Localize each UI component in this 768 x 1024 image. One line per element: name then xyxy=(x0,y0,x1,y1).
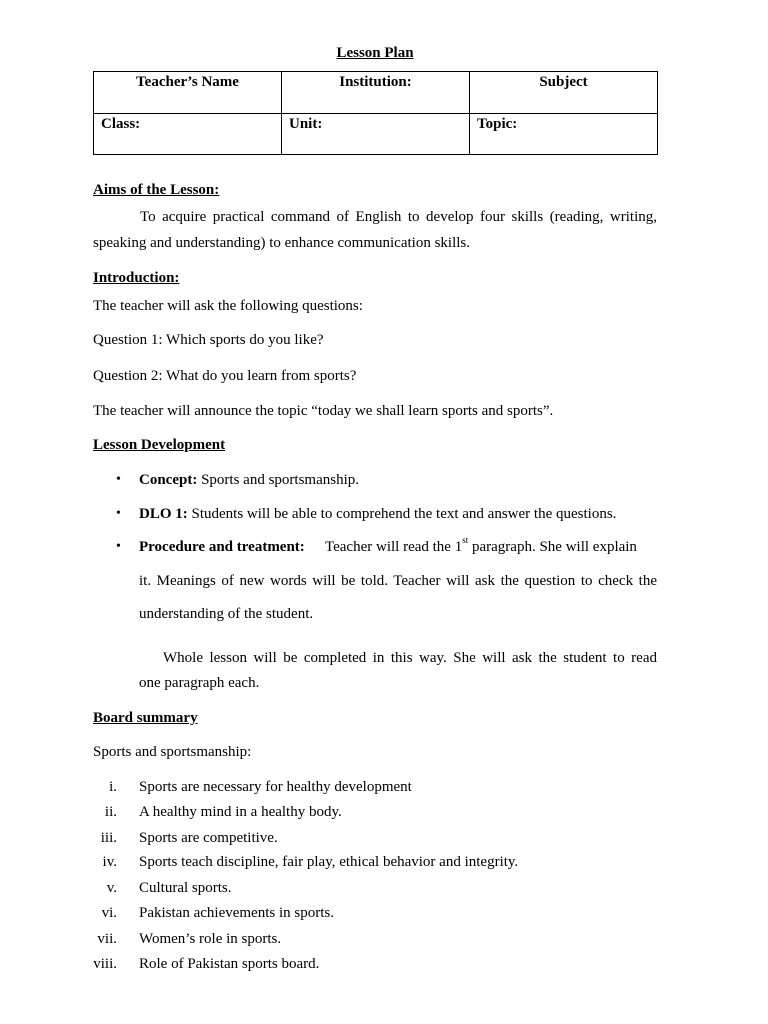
class-cell: Class: xyxy=(94,114,282,155)
list-number: i. xyxy=(109,779,117,795)
aims-line-1: To acquire practical command of English to develop four skills (reading, writing, xyxy=(140,209,657,225)
list-number: viii. xyxy=(93,956,117,972)
aims-line-2: speaking and understanding) to enhance communication skills. xyxy=(93,235,470,251)
unit-cell: Unit: xyxy=(282,114,470,155)
procedure-line-3: understanding of the student. xyxy=(139,606,314,622)
aims-heading: Aims of the Lesson: xyxy=(93,182,220,198)
introduction-heading: Introduction: xyxy=(93,270,180,286)
list-item: Role of Pakistan sports board. xyxy=(139,956,320,972)
concept-label: Concept: xyxy=(139,472,198,488)
teacher-name-cell: Teacher’s Name xyxy=(94,72,282,114)
procedure-line-2: it. Meanings of new words will be told. Teacher will ask the question to check the xyxy=(139,573,657,589)
question-1: Question 1: Which sports do you like? xyxy=(93,332,324,348)
dlo-text: Students will be able to comprehend the text and answer the questions. xyxy=(187,506,617,522)
whole-lesson-line-2: one paragraph each. xyxy=(139,675,260,691)
procedure-text-pre: Teacher will read the 1 xyxy=(325,539,463,555)
intro-line: The teacher will ask the following questions: xyxy=(93,298,363,314)
subject-cell: Subject xyxy=(470,72,658,114)
list-number: iv. xyxy=(102,854,117,870)
header-table-row xyxy=(94,114,658,155)
list-number: vii. xyxy=(97,931,117,947)
bullet-icon: • xyxy=(116,539,121,554)
list-number: v. xyxy=(106,880,117,896)
list-item: A healthy mind in a healthy body. xyxy=(139,804,342,820)
topic-cell: Topic: xyxy=(470,114,658,155)
ordinal-suffix: st xyxy=(462,535,469,545)
bullet-icon: • xyxy=(116,472,121,487)
procedure-text xyxy=(325,535,637,556)
procedure-text-post: paragraph. She will explain xyxy=(468,539,637,555)
board-summary-intro: Sports and sportsmanship: xyxy=(93,744,252,760)
board-summary-heading: Board summary xyxy=(93,710,198,726)
question-2: Question 2: What do you learn from sports? xyxy=(93,368,357,384)
lesson-development-heading: Lesson Development xyxy=(93,437,226,453)
institution-cell: Institution: xyxy=(282,72,470,114)
page-title: Lesson Plan xyxy=(336,45,414,61)
header-table xyxy=(93,71,658,155)
list-item: Cultural sports. xyxy=(139,880,232,896)
bullet-icon: • xyxy=(116,506,121,521)
list-item: Women’s role in sports. xyxy=(139,931,282,947)
procedure-label: Procedure and treatment: xyxy=(139,539,305,555)
topic-announcement: The teacher will announce the topic “today we shall learn sports and sports”. xyxy=(93,403,554,419)
list-item: Sports are competitive. xyxy=(139,830,278,846)
list-number: ii. xyxy=(104,804,117,820)
concept-item xyxy=(139,471,359,489)
list-item: Sports are necessary for healthy development xyxy=(139,779,412,795)
header-table-row xyxy=(94,72,658,114)
concept-text: Sports and sportsmanship. xyxy=(197,472,359,488)
list-item: Pakistan achievements in sports. xyxy=(139,905,334,921)
list-item: Sports teach discipline, fair play, ethical behavior and integrity. xyxy=(139,854,519,870)
dlo-item xyxy=(139,505,616,523)
whole-lesson-line-1: Whole lesson will be completed in this way. She will ask the student to read xyxy=(163,650,657,666)
list-number: vi. xyxy=(101,905,117,921)
list-number: iii. xyxy=(100,830,117,846)
procedure-item xyxy=(139,538,305,556)
dlo-label: DLO 1: xyxy=(139,506,188,522)
